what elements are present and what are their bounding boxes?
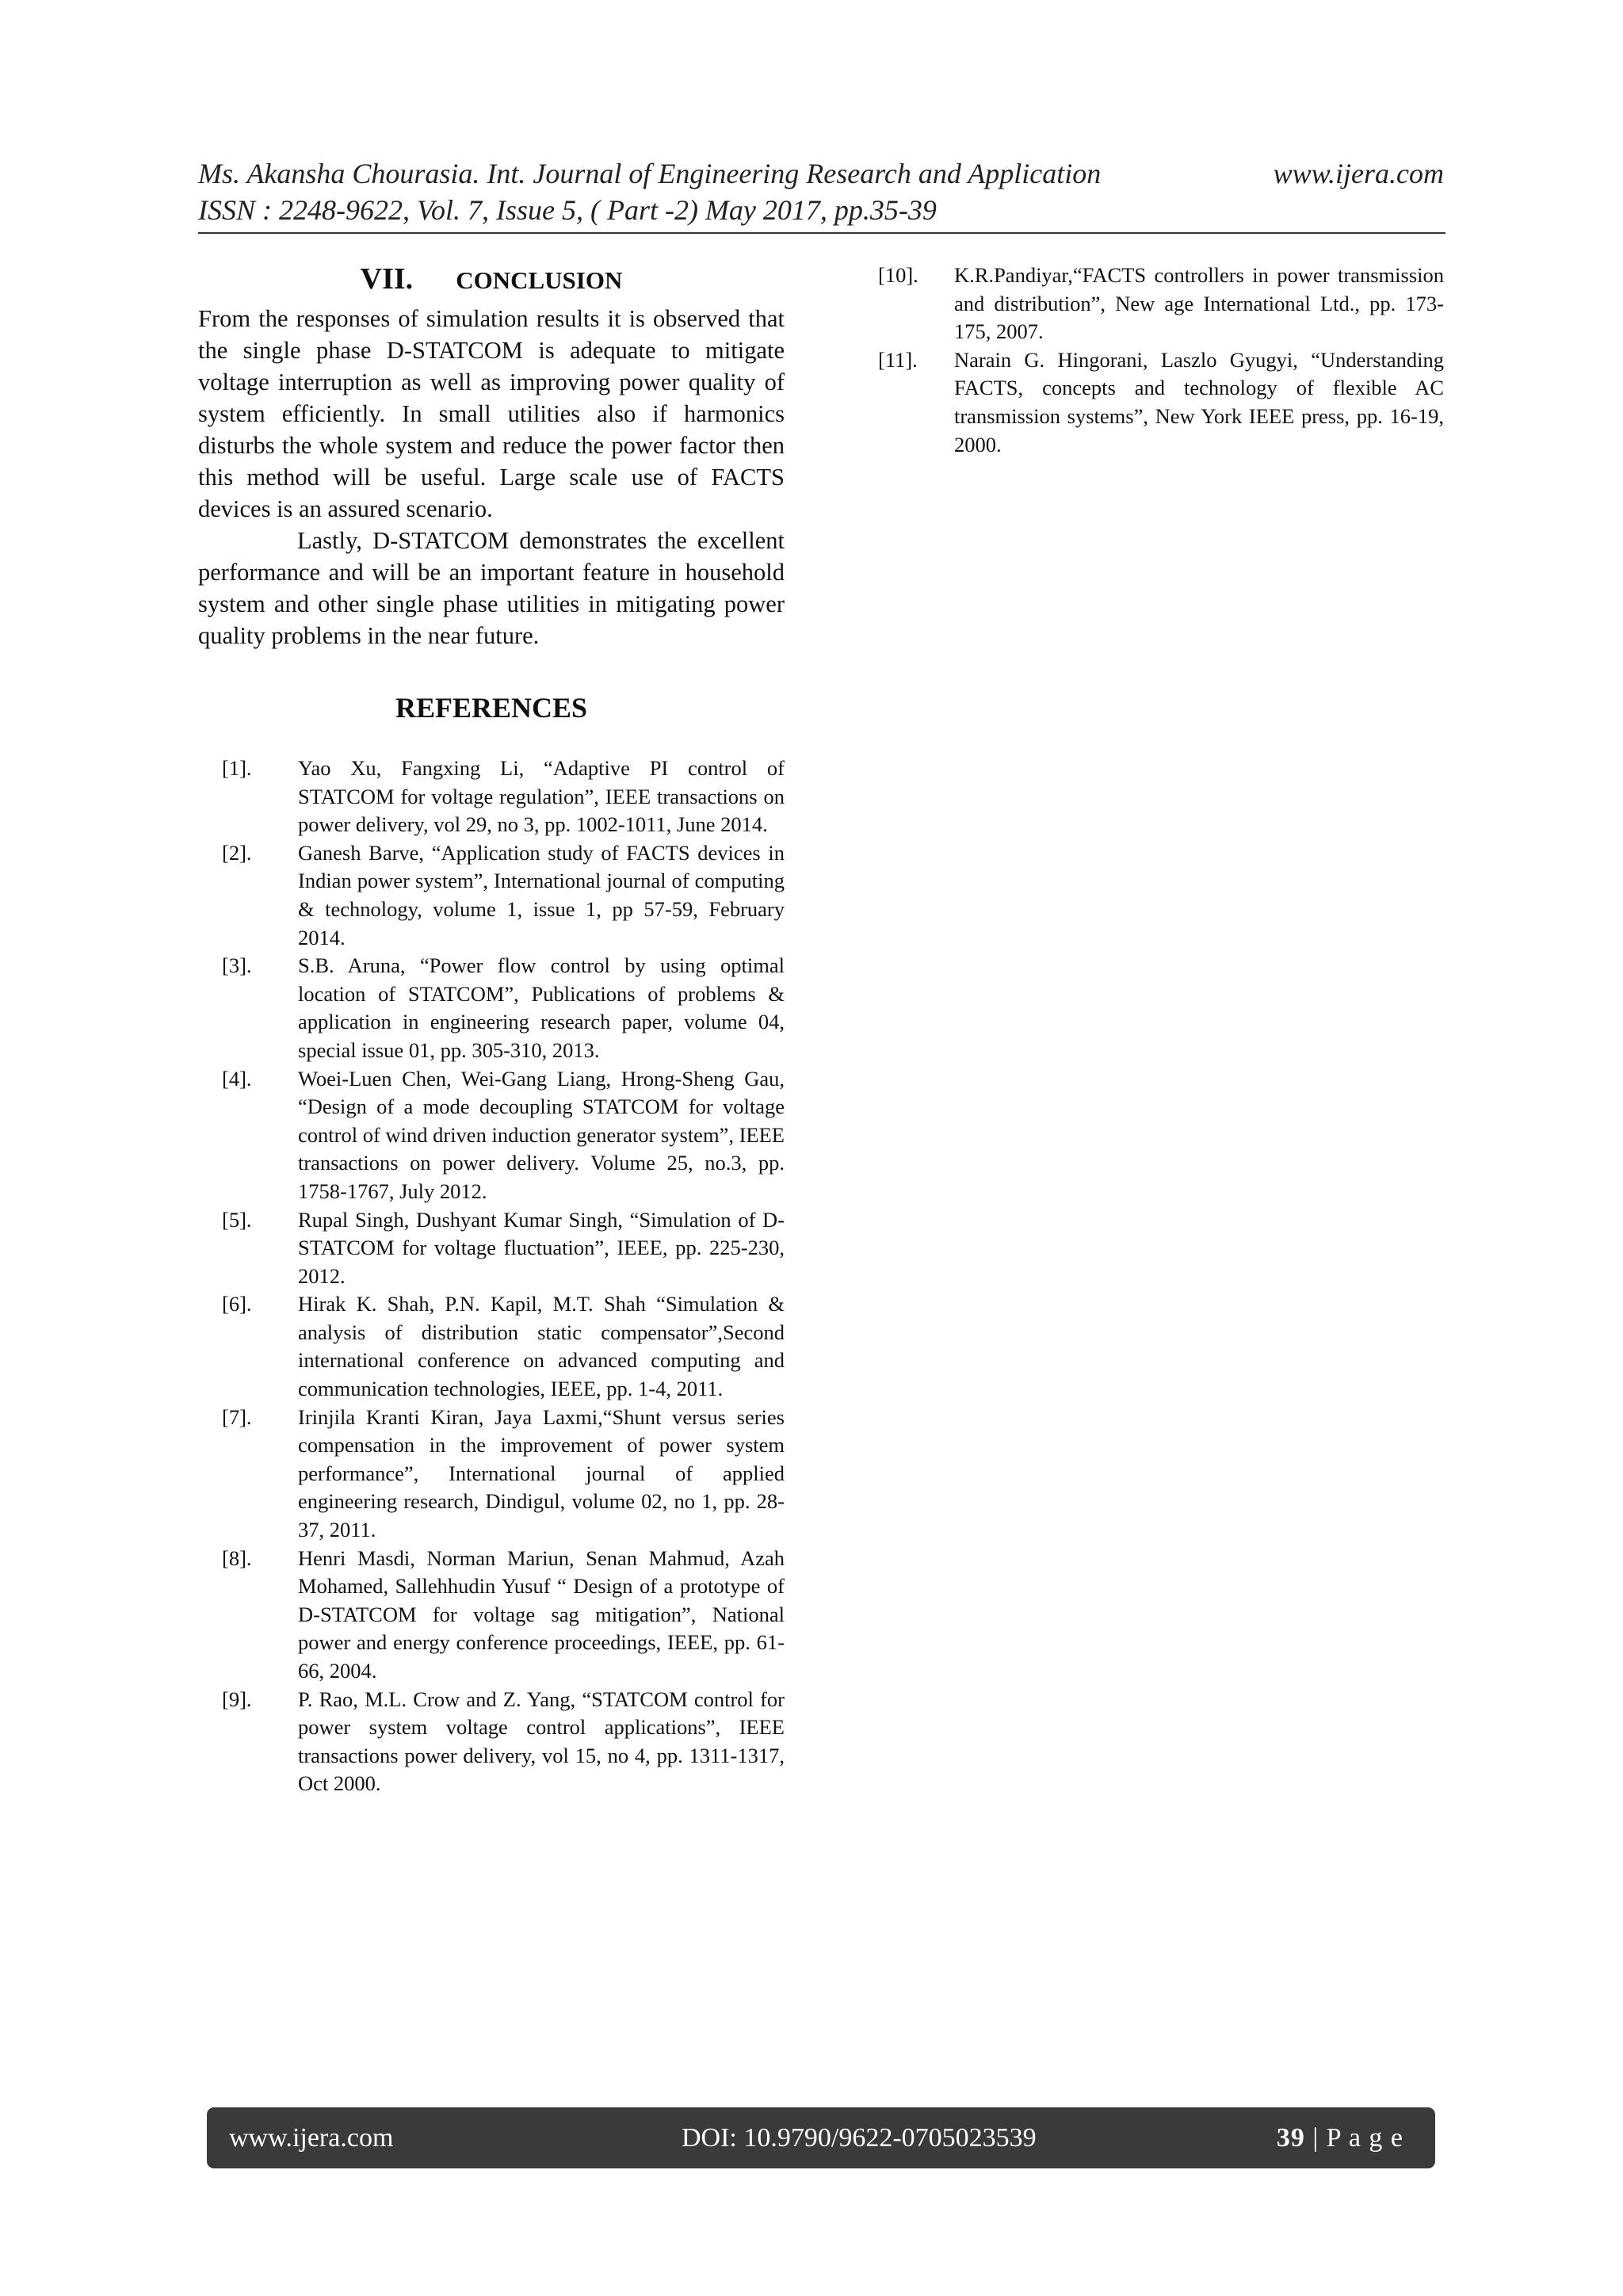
reference-text: Rupal Singh, Dushyant Kumar Singh, “Simulation of D-STATCOM for voltage fluctuation”, IEEE, pp. 225-230, 2012. [298,1207,785,1288]
reference-number: [9]. [222,1687,252,1711]
footer-doi: DOI: 10.9790/9622-0705023539 [682,2122,1037,2153]
reference-item [198,1686,785,1798]
running-header [198,155,1444,228]
reference-text: Woei-Luen Chen, Wei-Gang Liang, Hrong-Sheng Gau, “Design of a mode decoupling STATCOM for voltage control of wind driven induction generator system”, IEEE transactions on power delivery. Volume 25, no.3, pp. 1758-1767, July 2012. [298,1066,785,1203]
page-number: 39 [1276,2122,1305,2153]
reference-number: [4]. [222,1066,252,1091]
reference-number: [2]. [222,840,252,865]
reference-number: [10]. [878,263,918,287]
reference-item [198,1206,785,1291]
header-line-1 [198,155,1444,192]
header-citation: Ms. Akansha Chourasia. Int. Journal of Engineering Research and Application [198,158,1102,189]
reference-text: Hirak K. Shah, P.N. Kapil, M.T. Shah “Simulation & analysis of distribution static compensator”,Second international conference on advanced computing and communication technologies, IEEE, pp. 1-4, 2011. [298,1292,785,1401]
conclusion-paragraph-2: Lastly, D-STATCOM demonstrates the excellent performance and will be an important feature in household system and other single phase utilities in mitigating power quality problems in the near future. [198,527,785,649]
left-column [198,262,785,1798]
conclusion-heading [198,262,785,303]
reference-number: [3]. [222,953,252,978]
reference-item [198,1404,785,1545]
reference-item [198,1290,785,1403]
reference-item [198,839,785,952]
reference-text: S.B. Aruna, “Power flow control by using optimal location of STATCOM”, Publications of problems & application in engineering research paper, volume 04, special issue 01, pp. 305-310, 2013. [298,953,785,1062]
reference-number: [1]. [222,756,252,780]
references-heading: REFERENCES [395,692,588,724]
header-issn: ISSN : 2248-9622, Vol. 7, Issue 5, ( Part -2) May 2017, pp.35-39 [198,194,937,226]
section-number: VII. [360,262,414,296]
reference-item [878,262,1444,346]
reference-number: [11]. [878,347,918,372]
reference-item [878,346,1444,459]
reference-item [198,1545,785,1686]
page-label: | P a g e [1304,2122,1403,2153]
reference-text: P. Rao, M.L. Crow and Z. Yang, “STATCOM control for power system voltage control applications”, IEEE transactions power delivery, vol 15, no 4, pp. 1311-1317, Oct 2000. [298,1687,785,1796]
reference-item [198,952,785,1064]
reference-number: [5]. [222,1207,252,1232]
reference-list-right [878,262,1444,459]
page-footer [207,2107,1435,2168]
reference-list-left [198,755,785,1798]
reference-text: Ganesh Barve, “Application study of FACTS devices in Indian power system”, International journal of computing & technology, volume 1, issue 1, pp 57-59, February 2014. [298,840,785,949]
reference-item [198,1065,785,1206]
footer-website: www.ijera.com [229,2122,394,2153]
reference-text: Yao Xu, Fangxing Li, “Adaptive PI control of STATCOM for voltage regulation”, IEEE transactions on power delivery, vol 29, no 3, pp. 1002-1011, June 2014. [298,756,785,837]
right-column [878,262,1444,459]
header-website: www.ijera.com [1273,158,1444,189]
reference-item [198,755,785,839]
reference-text: K.R.Pandiyar,“FACTS controllers in power transmission and distribution”, New age International Ltd., pp. 173-175, 2007. [954,263,1444,344]
section-title: CONCLUSION [456,266,623,294]
reference-text: Irinjila Kranti Kiran, Jaya Laxmi,“Shunt versus series compensation in the improvement of power system performance”, International journal of applied engineering research, Dindigul, volume 02, no 1, pp. 28-37, 2011. [298,1404,785,1542]
reference-number: [6]. [222,1292,252,1316]
reference-number: [7]. [222,1404,252,1429]
reference-text: Narain G. Hingorani, Laszlo Gyugyi, “Understanding FACTS, concepts and technology of flexible AC transmission systems”, New York IEEE press, pp. 16-19, 2000. [954,347,1444,457]
conclusion-paragraph-1: From the responses of simulation results it is observed that the single phase D-STATCOM is adequate to mitigate voltage interruption as well as improving power quality of system efficiently. In small utilities also if harmonics disturbs the whole system and reduce the power factor then this method will be useful. Large scale use of FACTS devices is an assured scenario. [198,305,785,522]
reference-number: [8]. [222,1545,252,1570]
reference-text: Henri Masdi, Norman Mariun, Senan Mahmud, Azah Mohamed, Sallehhudin Yusuf “ Design of a prototype of D-STATCOM for voltage sag mitigation”, National power and energy conference proceedings, IEEE, pp. 61-66, 2004. [298,1545,785,1683]
footer-page-info [1277,2123,1403,2153]
header-divider [198,232,1445,234]
